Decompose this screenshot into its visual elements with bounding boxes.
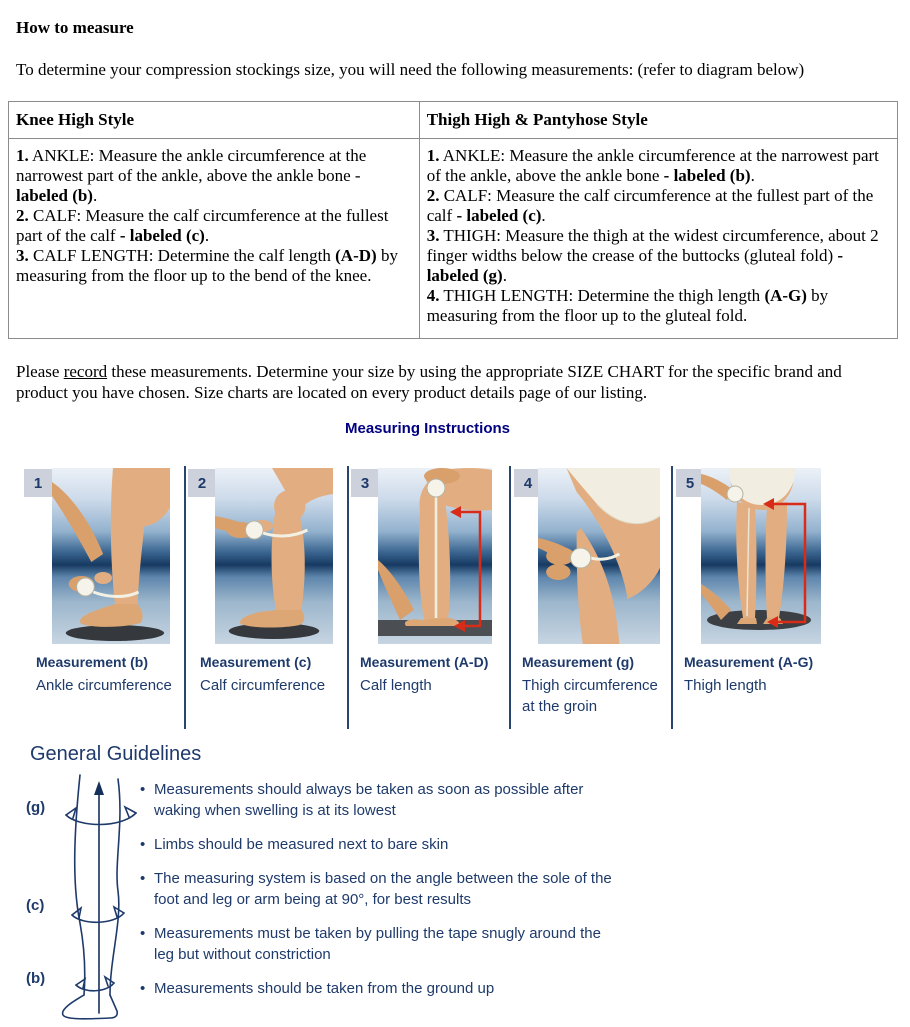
- instruction-line: 4. THIGH LENGTH: Determine the thigh length (A-G) by measuring from the floor up to the gluteal fold.: [426, 286, 829, 325]
- panel-divider: [184, 466, 186, 729]
- up-arrowhead: [94, 781, 104, 795]
- caption-subtitle: Ankle circumference: [36, 677, 172, 694]
- guideline-item: [140, 923, 618, 965]
- tape-disc: [245, 521, 263, 539]
- guideline-item: [140, 978, 618, 999]
- caption-title: Measurement (A-D): [360, 654, 489, 670]
- leg-measurement-diagram: [44, 773, 154, 1020]
- step-2-caption: [200, 652, 345, 696]
- thigh-high-instructions-cell: [419, 139, 897, 339]
- figure-title: Measuring Instructions: [344, 420, 511, 437]
- tape-disc: [77, 578, 95, 596]
- guideline-text: Limbs should be measured next to bare skin: [154, 836, 449, 853]
- tape-loop-b: [76, 983, 114, 991]
- measuring-instructions-figure: [0, 460, 910, 735]
- panel-divider: [671, 466, 673, 729]
- guideline-text: Measurements should always be taken as soon as possible after waking when swelling is at its lowest: [154, 781, 584, 819]
- instruction-line: 2. CALF: Measure the calf circumference at the fullest part of the calf - labeled (c).: [426, 186, 874, 225]
- table-body-row: [9, 139, 898, 339]
- instruction-line: 1. ANKLE: Measure the ankle circumference at the narrowest part of the ankle, above the ankle bone - labeled (b).: [16, 146, 367, 205]
- step-number-badge: 2: [188, 469, 216, 497]
- step-5-photo-thigh-length: [701, 468, 821, 644]
- caption-title: Measurement (c): [200, 654, 312, 670]
- bullet-icon: •: [140, 836, 146, 853]
- page-title: How to measure: [16, 18, 134, 37]
- guideline-text: The measuring system is based on the angle between the sole of the foot and leg or arm being at 90°, for best results: [154, 870, 612, 908]
- step-1-photo-ankle-circumference: [52, 468, 170, 644]
- guideline-item: [140, 834, 618, 855]
- bullet-icon: •: [140, 781, 146, 798]
- intro-paragraph: To determine your compression stockings size, you will need the following measurements: (refer to diagram below): [16, 60, 805, 79]
- panel-divider: [347, 466, 349, 729]
- record-paragraph: Please record these measurements. Determine your size by using the appropriate SIZE CHART for the specific brand and product you have chosen. Size charts are located on every product details page of our listing.: [16, 362, 842, 402]
- instruction-line: 3. CALF LENGTH: Determine the calf length (A-D) by measuring from the floor up to the bend of the knee.: [16, 246, 398, 285]
- step-number-badge: 5: [676, 469, 704, 497]
- bullet-icon: •: [140, 980, 146, 997]
- caption-title: Measurement (b): [36, 654, 149, 670]
- guidelines-title: General Guidelines: [30, 743, 202, 765]
- bullet-icon: •: [140, 870, 146, 887]
- step-2-photo-calf-circumference: [215, 468, 333, 644]
- guideline-item: [140, 868, 618, 910]
- guideline-item: [140, 779, 618, 821]
- caption-subtitle: Thigh circumference at the groin: [522, 677, 658, 715]
- column-header-knee-high: Knee High Style: [9, 102, 420, 139]
- panel-divider: [509, 466, 511, 729]
- diagram-label-g: (g): [26, 799, 46, 816]
- column-header-thigh-high: Thigh High & Pantyhose Style: [419, 102, 897, 139]
- general-guidelines-section: [0, 735, 910, 1027]
- bullet-icon: •: [140, 925, 146, 942]
- step-3-caption: [360, 652, 505, 696]
- guideline-text: Measurements should be taken from the ground up: [154, 980, 495, 997]
- knee-high-instructions-cell: [9, 139, 420, 339]
- caption-title: Measurement (g): [522, 654, 635, 670]
- caption-title: Measurement (A-G): [684, 654, 814, 670]
- instruction-line: 1. ANKLE: Measure the ankle circumference at the narrowest part of the ankle, above the ankle bone - labeled (b).: [426, 146, 879, 185]
- tape-disc: [727, 486, 743, 502]
- step-4-caption: [522, 652, 670, 717]
- guidelines-bullet-list: [140, 779, 618, 1012]
- caption-subtitle: Thigh length: [684, 677, 767, 694]
- step-number-badge: 4: [514, 469, 542, 497]
- table-header-row: [9, 102, 898, 139]
- caption-subtitle: Calf length: [360, 677, 432, 694]
- guideline-text: Measurements must be taken by pulling the tape snugly around the leg but without constriction: [154, 925, 601, 963]
- instruction-line: 2. CALF: Measure the calf circumference at the fullest part of the calf - labeled (c).: [16, 206, 389, 245]
- caption-subtitle: Calf circumference: [200, 677, 326, 694]
- step-1-caption: [36, 652, 181, 696]
- step-4-photo-thigh-circumference: [538, 468, 660, 644]
- step-number-badge: 3: [351, 469, 379, 497]
- diagram-label-b: (b): [26, 970, 46, 987]
- diagram-label-c: (c): [26, 897, 45, 914]
- step-number-badge: 1: [24, 469, 52, 497]
- step-5-caption: [684, 652, 829, 696]
- step-3-photo-calf-length: [378, 468, 492, 644]
- tape-disc: [427, 479, 445, 497]
- tape-disc: [571, 548, 591, 568]
- measurement-style-table: [8, 101, 898, 339]
- instruction-line: 3. THIGH: Measure the thigh at the widest circumference, about 2 finger widths below the crease of the buttocks (gluteal fold) - labeled (g).: [426, 226, 879, 285]
